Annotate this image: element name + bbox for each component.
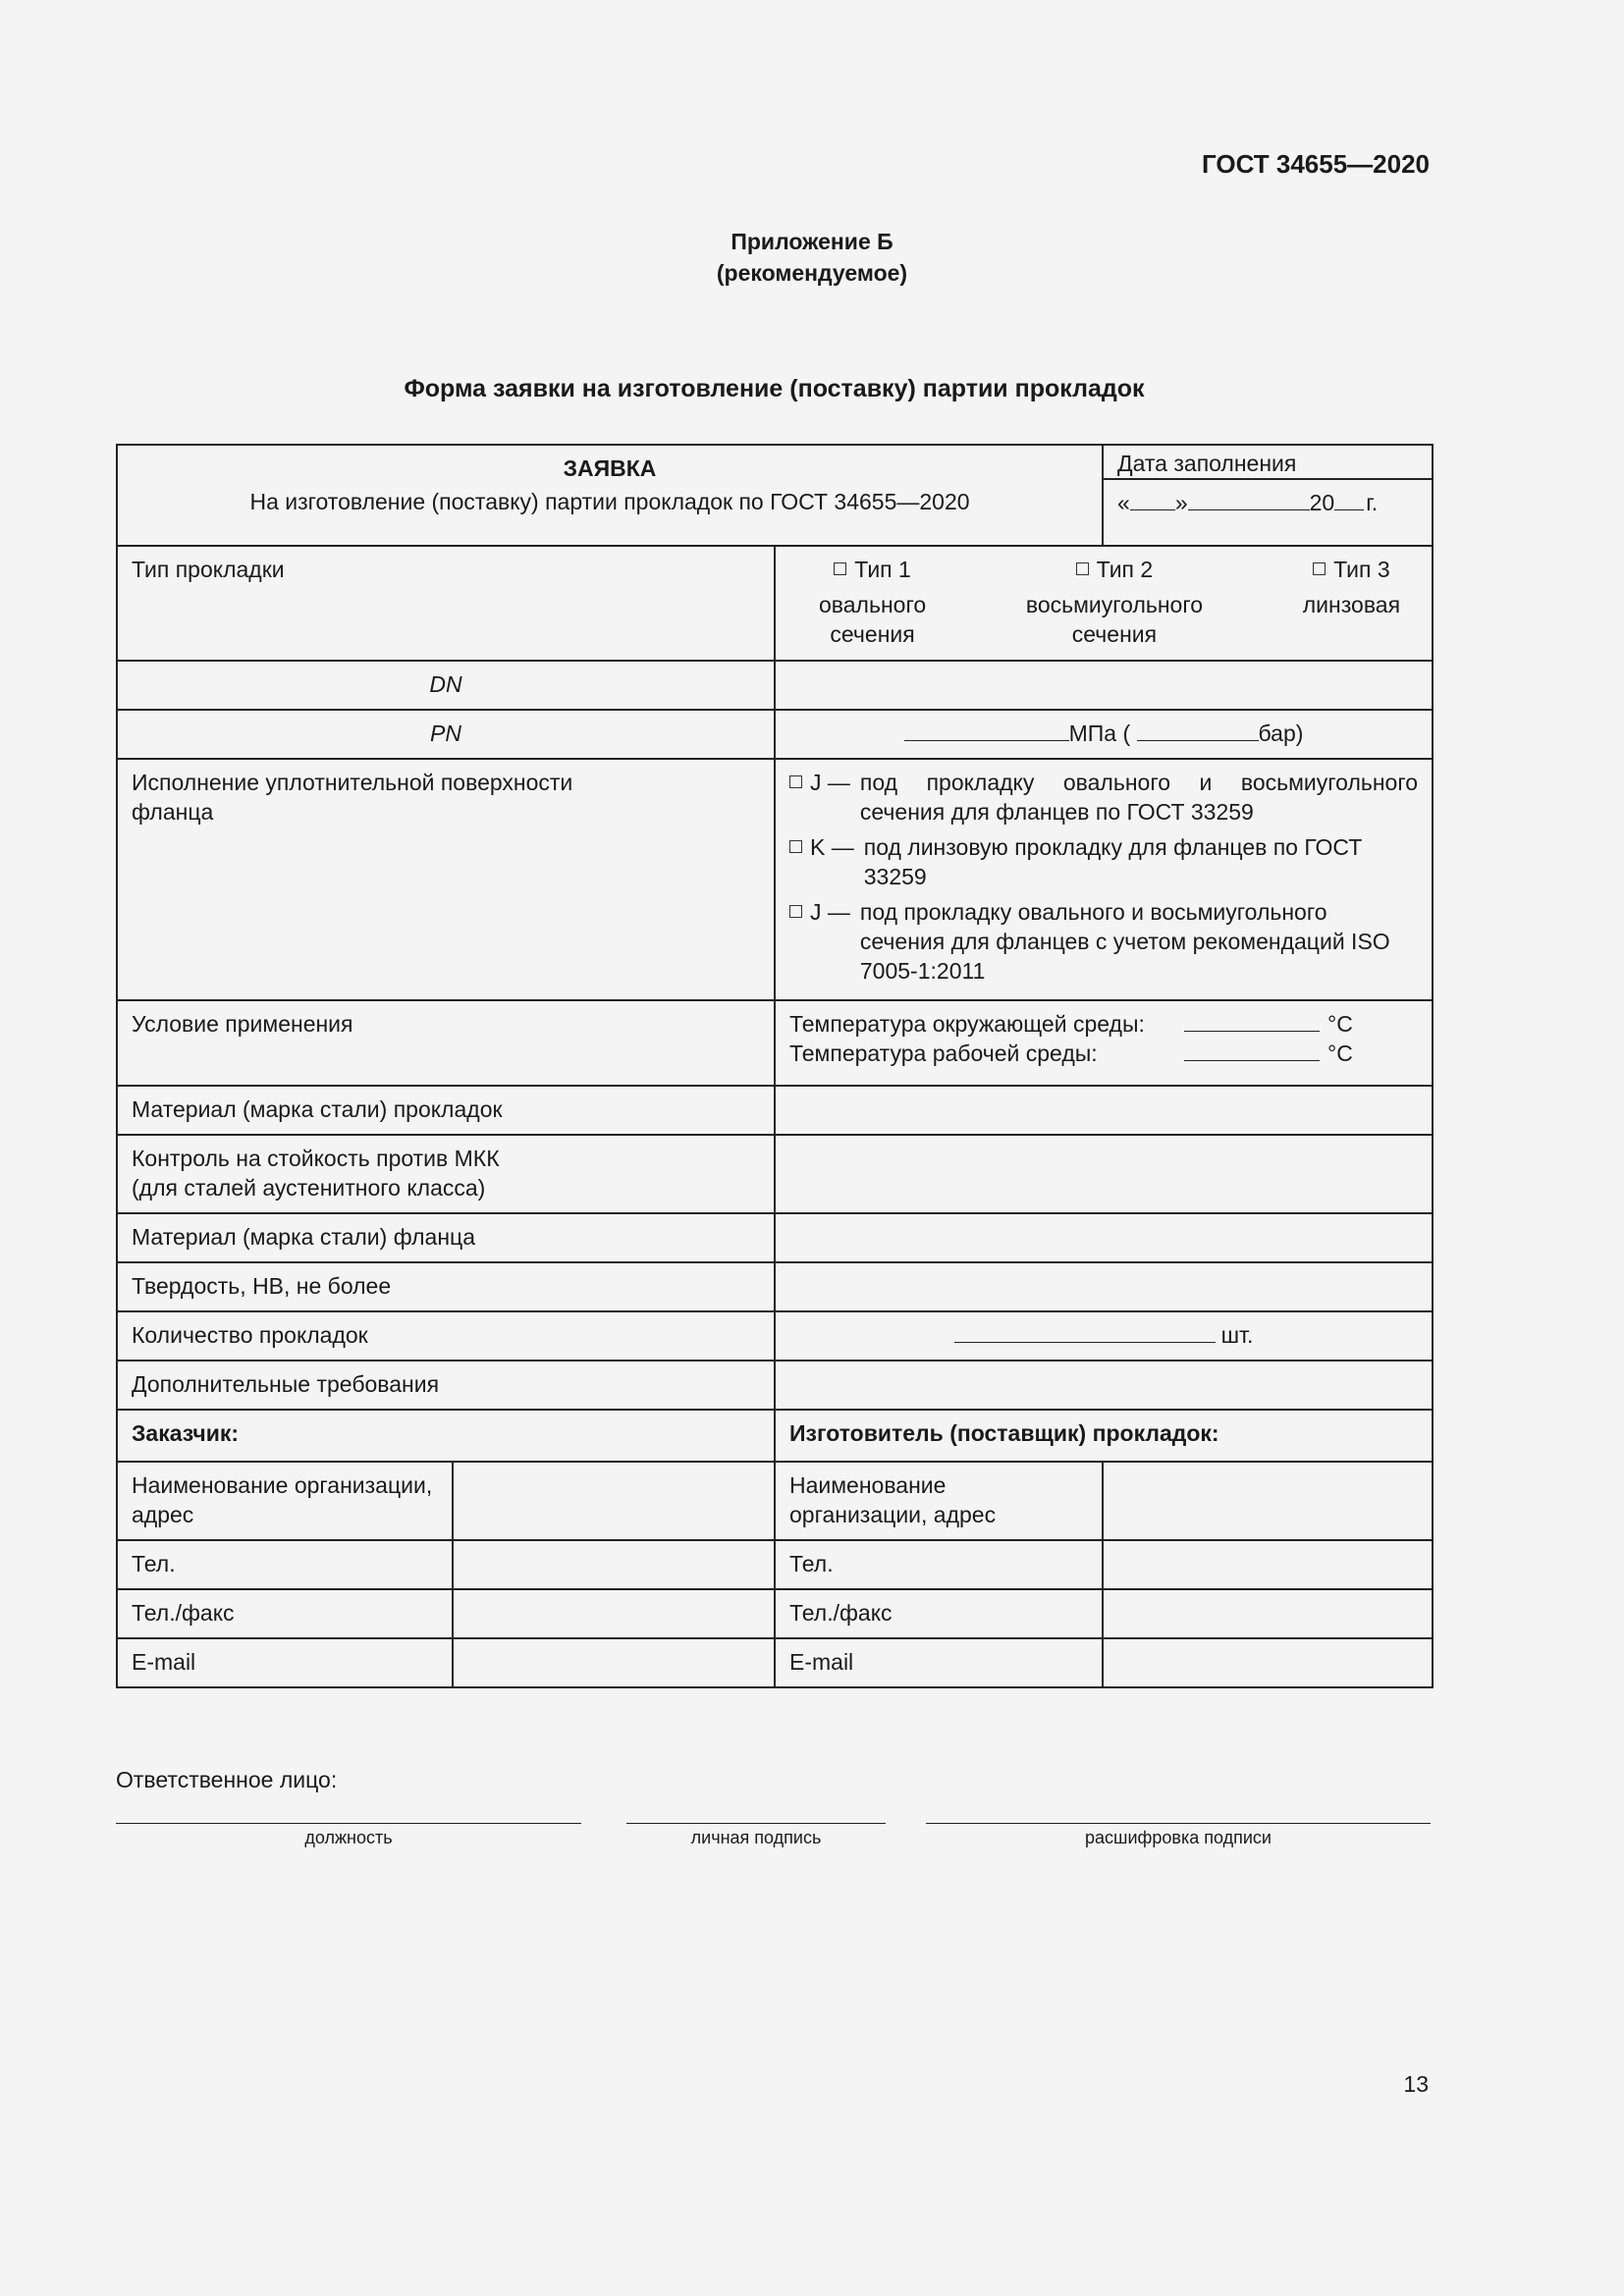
customer-heading: Заказчик: [117, 1410, 775, 1462]
gasket-material-value[interactable] [775, 1086, 1433, 1135]
flange-option-3[interactable]: J — под прокладку овального и восьмиугольного сечения для фланцев с учетом рекомендаций ISO 7005-1:2011 [789, 897, 1418, 986]
date-field[interactable]: « » 20 г. [1117, 490, 1379, 515]
flange-face-label: Исполнение уплотнительной поверхности фланца [117, 759, 775, 1000]
application-form-table [116, 444, 1434, 1688]
customer-email-label: E-mail [117, 1638, 453, 1687]
type-3-option[interactable]: Тип 3 линзовая [1302, 557, 1401, 617]
annex-heading [0, 226, 1624, 289]
gasket-type-label: Тип прокладки [117, 546, 775, 661]
customer-fax-label: Тел./факс [117, 1589, 453, 1638]
form-title: Форма заявки на изготовление (поставку) партии прокладок [404, 375, 1145, 402]
extra-requirements-label: Дополнительные требования [117, 1361, 775, 1410]
manufacturer-email-label: E-mail [775, 1638, 1103, 1687]
customer-phone-label: Тел. [117, 1540, 453, 1589]
form-subheading: На изготовление (поставку) партии прокладок по ГОСТ 34655—2020 [249, 489, 970, 514]
mkk-label: Контроль на стойкость против МКК (для сталей аустенитного класса) [117, 1135, 775, 1213]
flange-material-label: Материал (марка стали) фланца [117, 1213, 775, 1262]
date-label: Дата заполнения [1104, 446, 1432, 480]
gasket-type-options [775, 546, 1433, 661]
extra-requirements-value[interactable] [775, 1361, 1433, 1410]
manufacturer-fax-label: Тел./факс [775, 1589, 1103, 1638]
conditions-label: Условие применения [117, 1000, 775, 1086]
standard-code: ГОСТ 34655—2020 [1202, 149, 1430, 179]
signature-decode-caption: расшифровка подписи [1085, 1828, 1272, 1847]
manufacturer-phone-label: Тел. [775, 1540, 1103, 1589]
flange-material-value[interactable] [775, 1213, 1433, 1262]
manufacturer-heading: Изготовитель (поставщик) прокладок: [775, 1410, 1433, 1462]
manufacturer-org-value[interactable] [1103, 1462, 1433, 1540]
hardness-value[interactable] [775, 1262, 1433, 1311]
checkbox-icon[interactable] [789, 905, 802, 918]
customer-org-label: Наименование организации, адрес [117, 1462, 453, 1540]
signature-caption: личная подпись [690, 1828, 822, 1847]
checkbox-icon[interactable] [1313, 562, 1326, 575]
responsible-person-label: Ответственное лицо: [116, 1767, 338, 1792]
pn-label: PN [117, 710, 775, 759]
checkbox-icon[interactable] [789, 840, 802, 853]
checkbox-icon[interactable] [789, 775, 802, 788]
hardness-label: Твердость, HB, не более [117, 1262, 775, 1311]
manufacturer-org-label: Наименование организации, адрес [775, 1462, 1103, 1540]
type-1-option[interactable]: Тип 1 овального сечения [819, 557, 927, 647]
pn-value-cell[interactable]: МПа ( бар) [775, 710, 1433, 759]
signature-decode-line[interactable] [926, 1823, 1431, 1824]
customer-email-value[interactable] [453, 1638, 775, 1687]
date-cell [1103, 445, 1433, 546]
quantity-label: Количество прокладок [117, 1311, 775, 1361]
ambient-temp-field[interactable]: Температура окружающей среды: °C [789, 1011, 1353, 1037]
customer-fax-value[interactable] [453, 1589, 775, 1638]
checkbox-icon[interactable] [834, 562, 846, 575]
manufacturer-fax-value[interactable] [1103, 1589, 1433, 1638]
position-caption: должность [304, 1828, 393, 1847]
manufacturer-email-value[interactable] [1103, 1638, 1433, 1687]
dn-label: DN [117, 661, 775, 710]
dn-value-cell[interactable] [775, 661, 1433, 710]
flange-option-1[interactable]: J — под прокладку овального и восьмиугольного сечения для фланцев по ГОСТ 33259 [789, 768, 1418, 827]
flange-option-2[interactable]: K — под линзовую прокладку для фланцев по ГОСТ 33259 [789, 832, 1418, 891]
mkk-value[interactable] [775, 1135, 1433, 1213]
working-temp-field[interactable]: Температура рабочей среды: °C [789, 1041, 1353, 1066]
quantity-value[interactable]: шт. [775, 1311, 1433, 1361]
form-heading: ЗАЯВКА [563, 455, 657, 481]
customer-phone-value[interactable] [453, 1540, 775, 1589]
page-number: 13 [1403, 2071, 1429, 2097]
gasket-material-label: Материал (марка стали) прокладок [117, 1086, 775, 1135]
annex-title: Приложение Б [731, 229, 893, 254]
customer-org-value[interactable] [453, 1462, 775, 1540]
flange-face-options [775, 759, 1433, 1000]
form-header-cell [117, 445, 1103, 546]
type-2-option[interactable]: Тип 2 восьмиугольного сечения [1025, 557, 1204, 647]
conditions-cell [775, 1000, 1433, 1086]
checkbox-icon[interactable] [1076, 562, 1089, 575]
position-line[interactable] [116, 1823, 581, 1824]
annex-type: (рекомендуемое) [716, 260, 908, 286]
manufacturer-phone-value[interactable] [1103, 1540, 1433, 1589]
signature-line[interactable] [626, 1823, 886, 1824]
